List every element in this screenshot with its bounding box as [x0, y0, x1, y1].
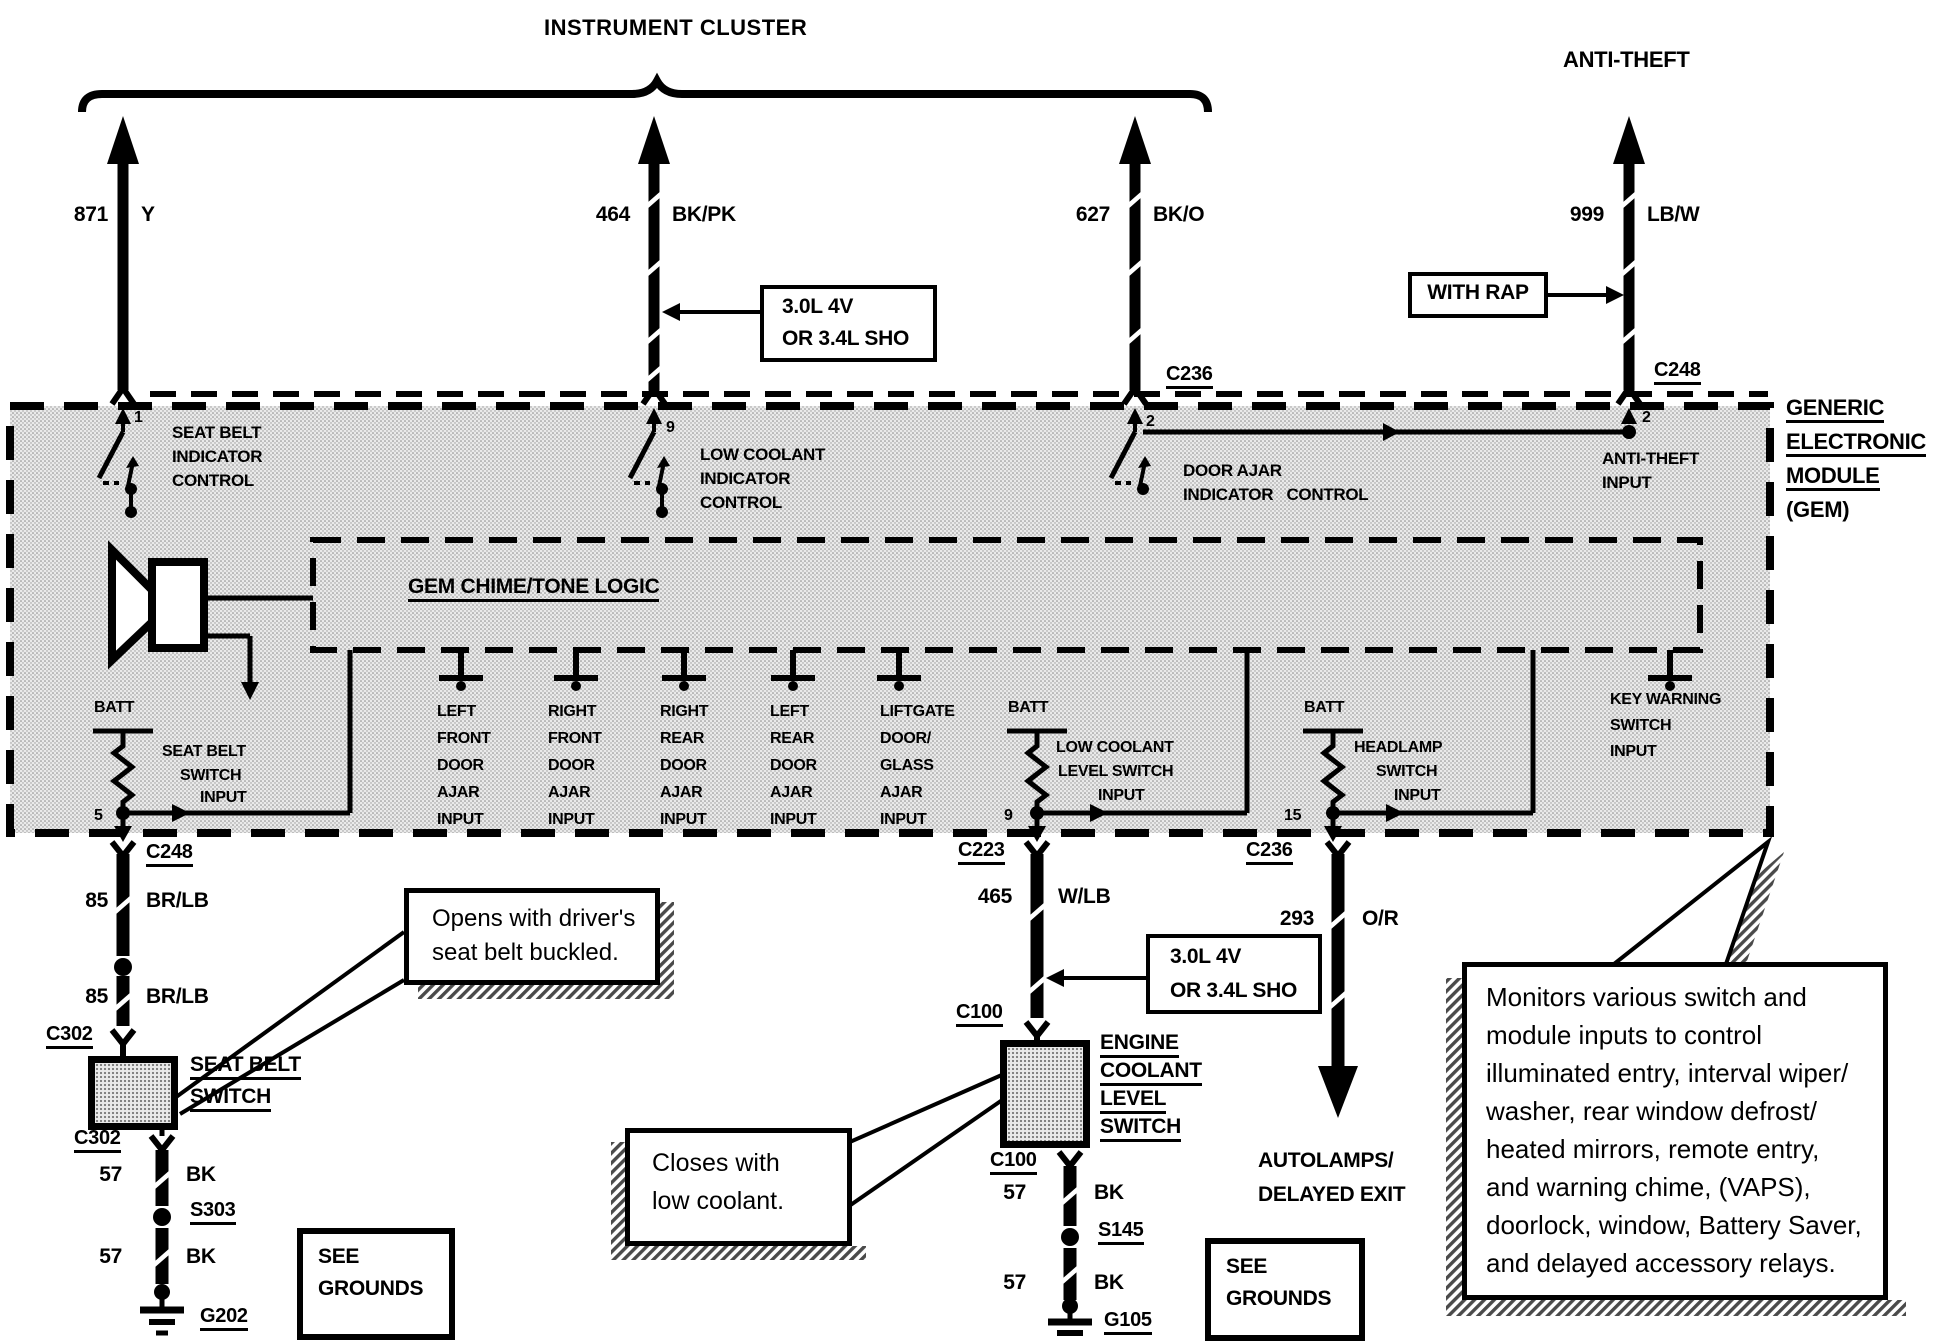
wire-85-color: BR/LB: [146, 985, 209, 1008]
key-warning-1: KEY WARNING: [1610, 691, 1722, 708]
ajar-label: INPUT: [770, 811, 817, 828]
monitors-line: illuminated entry, interval wiper/: [1486, 1058, 1849, 1088]
engine-coolant-switch-box: [1000, 1040, 1090, 1148]
coolant-callout-2: low coolant.: [652, 1187, 785, 1215]
anti-theft-input-1: ANTI-THEFT: [1602, 449, 1700, 468]
wire-999-number: 999: [1569, 203, 1604, 226]
ajar-label: FRONT: [548, 730, 602, 747]
connector-c248-bottom: C248: [146, 842, 193, 867]
chime-logic-title: GEM CHIME/TONE LOGIC: [408, 576, 659, 602]
coolant-switch-label-3: LEVEL: [1100, 1088, 1166, 1114]
page-title: INSTRUMENT CLUSTER: [544, 15, 808, 40]
gem-name-2: ELECTRONIC: [1786, 430, 1926, 457]
with-rap-arrow: [1548, 286, 1624, 304]
wire-999-color: LB/W: [1647, 203, 1700, 226]
wire-627-number: 627: [1075, 203, 1110, 226]
ground-symbol-g202: [140, 1284, 184, 1333]
wire-627-color: BK/O: [1153, 203, 1205, 226]
engine-note-top-line1: 3.0L 4V: [782, 295, 854, 318]
seat-belt-input-3: INPUT: [200, 789, 247, 806]
ajar-label: INPUT: [437, 811, 484, 828]
autolamps-label-1: AUTOLAMPS/: [1258, 1149, 1394, 1172]
coolant-callout-1: Closes with: [652, 1149, 780, 1177]
wire-57-color: BK: [1094, 1181, 1124, 1204]
seat-belt-input-1: SEAT BELT: [162, 743, 246, 760]
seat-belt-callout-2: seat belt buckled.: [432, 939, 619, 966]
ajar-label: INPUT: [660, 811, 707, 828]
connector-c100-bottom: C100: [990, 1150, 1037, 1175]
headlamp-input-1: HEADLAMP: [1354, 739, 1443, 756]
gem-name-3: MODULE: [1786, 464, 1880, 491]
connector-c236-top: C236: [1166, 364, 1213, 389]
ajar-label: DOOR: [437, 757, 484, 774]
connector-c100-top: C100: [956, 1002, 1003, 1027]
wire-85-number: 85: [85, 985, 108, 1008]
pin-2-anti-theft: 2: [1642, 409, 1651, 426]
seat-belt-control-2: INDICATOR: [172, 447, 263, 466]
wire-57-number: 57: [1003, 1271, 1026, 1294]
seat-belt-callout-1: Opens with driver's: [432, 905, 636, 932]
with-rap-label: WITH RAP: [1427, 281, 1529, 304]
anti-theft-input-2: INPUT: [1602, 473, 1652, 492]
autolamps-label-2: DELAYED EXIT: [1258, 1183, 1406, 1206]
pin-2-door-ajar: 2: [1146, 413, 1155, 430]
pin-15: 15: [1284, 807, 1302, 824]
gem-name-1: GENERIC: [1786, 396, 1884, 423]
ajar-label: LEFT: [770, 703, 809, 720]
seat-belt-switch-box: [88, 1056, 178, 1130]
ajar-label: DOOR: [548, 757, 595, 774]
ajar-label: FRONT: [437, 730, 491, 747]
wire-627-bko: [1119, 116, 1151, 404]
key-warning-2: SWITCH: [1610, 717, 1672, 734]
anti-theft-label: ANTI-THEFT: [1563, 47, 1690, 72]
wire-57-color: BK: [186, 1245, 216, 1268]
monitors-line: and delayed accessory relays.: [1486, 1248, 1836, 1278]
connector-c223: C223: [958, 840, 1005, 865]
autolamps-wire-293: [1318, 854, 1358, 1118]
engine-note-arrow-bottom: [1046, 969, 1146, 987]
see-grounds-right-1: SEE: [1226, 1255, 1268, 1278]
wire-57-number: 57: [1003, 1181, 1026, 1204]
ajar-label: GLASS: [880, 757, 934, 774]
wire-57-number: 57: [99, 1245, 122, 1268]
monitors-line: and warning chime, (VAPS),: [1486, 1172, 1811, 1202]
coolant-switch-label-2: COOLANT: [1100, 1060, 1202, 1086]
wire-871-color: Y: [141, 203, 155, 226]
wire-871-number: 871: [73, 203, 108, 226]
engine-note-top-line2: OR 3.4L SHO: [782, 327, 910, 350]
wire-57-number: 57: [99, 1163, 122, 1186]
ajar-label: LIFTGATE: [880, 703, 955, 720]
low-coolant-control-2: INDICATOR: [700, 469, 791, 488]
splice-s303: S303: [190, 1200, 236, 1225]
seat-belt-control-1: SEAT BELT: [172, 423, 262, 442]
connector-c248-top: C248: [1654, 360, 1701, 385]
batt-label: BATT: [94, 699, 135, 716]
ajar-label: AJAR: [548, 784, 591, 801]
ground-g105-label: G105: [1104, 1310, 1152, 1335]
monitors-line: doorlock, window, Battery Saver,: [1486, 1210, 1862, 1240]
wire-85-color: BR/LB: [146, 889, 209, 912]
see-grounds-left-2: GROUNDS: [318, 1277, 424, 1300]
engine-note-bottom-line2: OR 3.4L SHO: [1170, 979, 1298, 1002]
see-grounds-left-1: SEE: [318, 1245, 360, 1268]
connector-c236-bottom: C236: [1246, 840, 1293, 865]
wire-464-bkpk: [638, 116, 670, 404]
seat-belt-input-2: SWITCH: [180, 767, 242, 784]
ajar-label: DOOR: [770, 757, 817, 774]
see-grounds-right-2: GROUNDS: [1226, 1287, 1332, 1310]
key-warning-3: INPUT: [1610, 743, 1657, 760]
monitors-line: washer, rear window defrost/: [1486, 1096, 1817, 1126]
connector-c302-top: C302: [46, 1024, 93, 1049]
batt-label: BATT: [1008, 699, 1049, 716]
monitors-line: module inputs to control: [1486, 1020, 1763, 1050]
ajar-label: DOOR: [660, 757, 707, 774]
headlamp-input-3: INPUT: [1394, 787, 1441, 804]
engine-note-arrow-top: [662, 303, 760, 321]
wire-57-color: BK: [186, 1163, 216, 1186]
wire-85-number: 85: [85, 889, 108, 912]
door-ajar-control-2: INDICATOR CONTROL: [1183, 485, 1369, 504]
ajar-label: AJAR: [770, 784, 813, 801]
seat-belt-switch-label-1: SEAT BELT: [190, 1054, 301, 1080]
low-coolant-input-1: LOW COOLANT: [1056, 739, 1174, 756]
wire-465-number: 465: [977, 885, 1012, 908]
low-coolant-input-3: INPUT: [1098, 787, 1145, 804]
coolant-switch-label-1: ENGINE: [1100, 1032, 1179, 1058]
ground-symbol-g105: [1048, 1298, 1092, 1333]
wire-464-number: 464: [595, 203, 630, 226]
coolant-switch-label-4: SWITCH: [1100, 1116, 1181, 1142]
ajar-label: RIGHT: [548, 703, 597, 720]
pin-1: 1: [134, 409, 143, 426]
wire-999-lbw: [1613, 116, 1645, 404]
ajar-label: AJAR: [660, 784, 703, 801]
engine-note-bottom-line1: 3.0L 4V: [1170, 945, 1242, 968]
ajar-label: INPUT: [880, 811, 927, 828]
ajar-label: REAR: [660, 730, 705, 747]
low-coolant-input-2: LEVEL SWITCH: [1058, 763, 1174, 780]
instrument-cluster-brace: [82, 81, 1208, 112]
ajar-label: DOOR/: [880, 730, 931, 747]
low-coolant-control-3: CONTROL: [700, 493, 782, 512]
wire-293-color: O/R: [1362, 907, 1399, 930]
ajar-label: RIGHT: [660, 703, 709, 720]
wire-464-color: BK/PK: [672, 203, 736, 226]
ajar-label: REAR: [770, 730, 815, 747]
wire-293-number: 293: [1279, 907, 1314, 930]
ground-g202-label: G202: [200, 1306, 248, 1331]
seat-belt-callout-box: [404, 888, 660, 985]
monitors-line: heated mirrors, remote entry,: [1486, 1134, 1820, 1164]
ajar-label: AJAR: [880, 784, 923, 801]
seat-belt-control-3: CONTROL: [172, 471, 254, 490]
batt-label: BATT: [1304, 699, 1345, 716]
splice-s145: S145: [1098, 1220, 1144, 1245]
connector-c302-bottom: C302: [74, 1128, 121, 1153]
seat-belt-switch-label-2: SWITCH: [190, 1086, 271, 1112]
low-coolant-control-1: LOW COOLANT: [700, 445, 826, 464]
ajar-label: INPUT: [548, 811, 595, 828]
wire-871-y: [107, 116, 139, 404]
headlamp-input-2: SWITCH: [1376, 763, 1438, 780]
door-ajar-control-1: DOOR AJAR: [1183, 461, 1282, 480]
gem-name-4: (GEM): [1786, 497, 1850, 522]
pin-5: 5: [94, 807, 103, 824]
ajar-label: AJAR: [437, 784, 480, 801]
wire-57-color: BK: [1094, 1271, 1124, 1294]
monitors-line: Monitors various switch and: [1486, 982, 1807, 1012]
ajar-label: LEFT: [437, 703, 476, 720]
wire-465-color: W/LB: [1058, 885, 1111, 908]
pin-9-out: 9: [1004, 807, 1013, 824]
pin-9: 9: [666, 419, 675, 436]
